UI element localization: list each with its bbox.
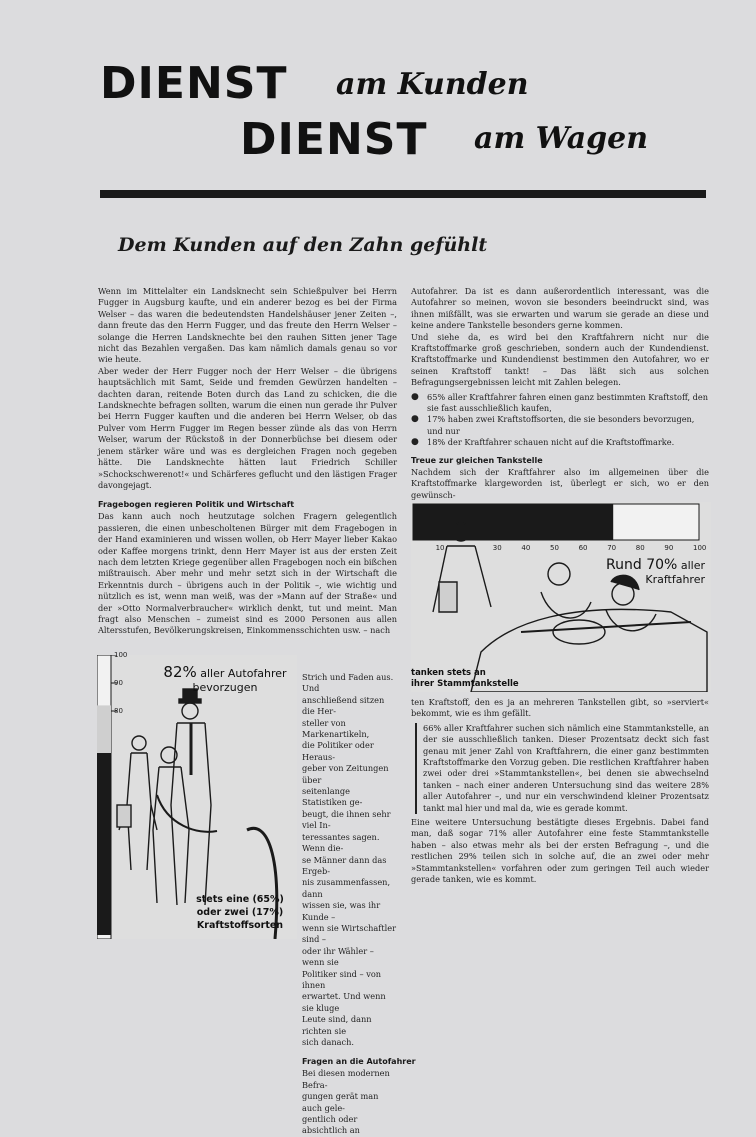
vbar-tick-90: 90 bbox=[114, 679, 123, 687]
text-line: oder ihr Wähler – wenn sie bbox=[302, 945, 374, 968]
caption-stets-eine: stets eine (65%) bbox=[196, 894, 284, 905]
headline-dienst-2: DIENST bbox=[240, 114, 428, 165]
caption-top-left bbox=[155, 665, 295, 695]
hbar-fill-70 bbox=[413, 504, 613, 540]
hbar-tick-label: 60 bbox=[578, 544, 588, 552]
hbar-tick-label: 10 bbox=[435, 544, 445, 552]
hbar-tick-label: 100 bbox=[693, 544, 707, 552]
text-line: Bei diesen modernen Befra- bbox=[302, 1068, 390, 1090]
right-column-top bbox=[411, 286, 709, 501]
caption-bottom-left bbox=[185, 893, 295, 932]
left-column-top bbox=[98, 286, 397, 637]
caption-tanken-stets: tanken stets an bbox=[411, 668, 486, 678]
text-line: nis zusammenfassen, dann bbox=[302, 877, 391, 899]
text-line: Leute sind, dann richten sie bbox=[302, 1014, 372, 1036]
text-line: sich danach. bbox=[302, 1037, 355, 1047]
text-line: gungen gerät man auch gele- bbox=[302, 1091, 379, 1113]
caption-pct-70: Rund 70% bbox=[606, 557, 678, 573]
paragraph-treue: Nachdem sich der Kraftfahrer also im allgemeinen über die Kraftstoffmarke klargeworden ist, überlegt er sich, wo er den gewünsch- bbox=[411, 466, 709, 500]
text-line: teressantes sagen. Wenn die- bbox=[302, 831, 380, 854]
paragraph-fugger: Aber weder der Herr Fugger noch der Herr Welser – die übrigens hauptsächlich mit Samt, Seide und fremden Gewürzen handelten – dachten daran, reitende Boten durch das Land zu schicken, die die Landsknechte befragen sollten, warum die einen nun gerade ihr Pulver bei Herrn Fugger kauften und die anderen bei Herrn Welser, ob das Pulver vom Herrn Fugger im Regen besser zünde als das von Herrn Welser, warum der Rückstoß in der Donnerbüchse bei diesem oder jenem stärker wäre und was es dergleichen Fragen noch gegeben hätte. Die Landsknechte hätten laut Friedrich Schiller »Schockschwerenot!« und Schärferes geflucht und den lästigen Frager davongejagt. bbox=[98, 365, 397, 490]
caption-kraftstoffsorten: Kraftstoffsorten bbox=[196, 920, 284, 931]
article-subtitle: Dem Kunden auf den Zahn gefühlt bbox=[118, 234, 488, 256]
vbar-segment-two-sorts bbox=[97, 705, 111, 753]
paragraph-fragebogen: Das kann auch noch heutzutage solchen Fragern gelegentlich passieren, die einen unbescholtenen Bürger mit dem Fragebogen in der Hand examinieren und wissen wollen, ob Herr Mayer lieber Kakao oder Kaffee morgens trinkt, denn Herr Mayer ist aus der ersten Zeit nach dem letzten Kriege gegenüber allen Fragebogen noch ein bißchen mißtrauisch. Aber mehr und mehr setzt sich in der Wirtschaft die Erkenntnis durch – übrigens auch in der Politik –, wie wichtig und nützlich es ist, wenn man weiß, was der »Mann auf der Straße« und der »Otto Normalverbraucher« wirklich denkt, tut und meint. Man fragt also Menschen – zumeist sind es 2000 Personen aus allen Altersstufen, Bevölkerungskreisen, Einkommensschichten usw. – nach bbox=[98, 511, 397, 636]
stammtankstelle-chart-svg bbox=[411, 502, 711, 692]
quote-box-66 bbox=[415, 723, 709, 814]
text-line: steller von Markenartikeln, bbox=[302, 717, 370, 740]
hbar-tick-label: 40 bbox=[521, 544, 531, 552]
text-line: seitenlange Statistiken ge- bbox=[302, 786, 363, 808]
text-line: geber von Zeitungen über bbox=[302, 763, 389, 785]
section-heading-autofahrer: Fragen an die Autofahrer bbox=[302, 1057, 416, 1067]
narrow-text-block bbox=[302, 672, 397, 1048]
paragraph-intro: Wenn im Mittelalter ein Landsknecht sein Schießpulver bei Herrn Fugger in Augsburg kaufte, und ein anderer bezog es bei der Firma Welser – das waren die bedeutendsten Handelshäuser jener Zeiten –, dann freute das den Herrn Fugger, und das freute den Herrn Welser – solange die Herren Landsknechte bei den rauhen Sitten jener Tage nicht das Bezahlen vergaßen. Das kam nämlich damals genau so vor wie heute. bbox=[98, 286, 397, 365]
bullet-item: ● 18% der Kraftfahrer schauen nicht auf die Kraftstoffmarke. bbox=[411, 437, 675, 448]
headline-script-wagen: am Wagen bbox=[474, 121, 649, 156]
caption-stammtankstelle: ihrer Stammtankstelle bbox=[411, 679, 519, 689]
text-line: erwartet. Und wenn sie kluge bbox=[302, 991, 386, 1013]
illustration-stammtankstelle bbox=[411, 502, 711, 692]
paragraph-serviert: ten Kraftstoff, den es ja an mehreren Tankstellen gibt, so »serviert« bekommt, wie es ihm gefällt. bbox=[411, 697, 709, 719]
caption-oder-zwei: oder zwei (17%) bbox=[196, 907, 284, 918]
vbar-segment-one-sort bbox=[97, 753, 111, 935]
hbar-tick-label: 80 bbox=[635, 544, 645, 552]
caption-tanken bbox=[411, 668, 531, 690]
text-line: beugt, die ihnen sehr viel In- bbox=[302, 808, 391, 831]
paragraph-autofahrer: Autofahrer. Da ist es dann außerordentlich interessant, was die Autofahrer so meinen, wovon sie besonders beeindruckt sind, was ihnen mißfällt, was sie erwarten und warum sie gerade an diese und keine andere Tankstelle besonders gerne kommen. bbox=[411, 286, 709, 331]
illustration-car-scene bbox=[433, 514, 707, 692]
hbar-tick-label: 70 bbox=[607, 544, 617, 552]
hbar-tick-label: 90 bbox=[664, 544, 674, 552]
caption-aller-autofahrer: aller Autofahrer bbox=[196, 667, 287, 680]
right-column-bottom bbox=[411, 697, 709, 886]
text-line: se Männer dann das Ergeb- bbox=[302, 854, 387, 876]
text-line: die Politiker oder Heraus- bbox=[302, 740, 374, 762]
text-line: Strich und Faden aus. Und bbox=[302, 672, 394, 694]
text-line: Politiker sind – von ihnen bbox=[302, 968, 382, 990]
paragraph-71-percent: Eine weitere Untersuchung bestätigte dieses Ergebnis. Dabei fand man, daß sogar 71% aller Autofahrer eine feste Stammtankstelle haben – also etwas mehr als bei der ersten Befragung –, und die restlichen 29% teilen sich in solche auf, die an zwei oder mehr »Stammtankstellen« vorfahren oder zum geringen Teil auch wieder gerade tanken, wie es kommt. bbox=[411, 817, 709, 885]
paragraph-66-percent: 66% aller Kraftfahrer suchen sich nämlich eine Stammtankstelle, an der sie ausschließlich tanken. Dieser Prozentsatz deckt sich fast genau mit jener Zahl von Kraftfahrern, die einer ganz bestimmten Kraftstoffmarke den Vorzug geben. Die restlichen Kraftfahrer haben zwei oder drei »Stammtankstellen«, bei denen sie abwechselnd tanken – nach einer anderen Untersuchung sind das weitere 28% aller Autofahrer –, und nur ein verschwindend kleiner Prozentsatz tankt mal hier und mal da, wie es gerade kommt. bbox=[423, 722, 709, 813]
section-heading-fragebogen: Fragebogen regieren Politik und Wirtschaft bbox=[98, 500, 295, 510]
section-autofahrer-text bbox=[302, 1068, 397, 1136]
hbar-tick-label: 30 bbox=[492, 544, 502, 552]
bullet-item: ● 17% haben zwei Kraftstoffsorten, die sie besonders bevorzugen, und nur bbox=[411, 414, 695, 436]
caption-aller: aller bbox=[677, 559, 705, 572]
text-line: anschließend sitzen die Her- bbox=[302, 694, 385, 717]
bullet-item: ● 65% aller Kraftfahrer fahren einen ganz bestimmten Kraftstoff, den sie fast ausschließlich kaufen, bbox=[411, 391, 709, 414]
illustration-kraftstoff bbox=[97, 651, 297, 939]
caption-pct-82: 82% bbox=[163, 663, 197, 681]
bullet-list bbox=[411, 392, 709, 449]
hbar-tick-label: 50 bbox=[550, 544, 559, 552]
section-heading-treue: Treue zur gleichen Tankstelle bbox=[411, 455, 543, 465]
paragraph-kundendienst: Und siehe da, es wird bei den Kraftfahrern nicht nur die Kraftstoffmarke groß geschrieben, sondern auch der Kundendienst. Kraftstoffmarke und Kundendienst bestimmen den Autofahrer, wo er seinen Kraftstoff tankt! – Das läßt sich aus solchen Befragungsergebnissen leicht mit Zahlen belegen. bbox=[411, 331, 709, 388]
vbar-tick-100: 100 bbox=[114, 651, 128, 659]
headline-dienst-1: DIENST bbox=[100, 58, 288, 109]
text-line: wissen sie, was ihr Kunde – bbox=[302, 900, 381, 922]
vbar-tick-80: 80 bbox=[114, 707, 123, 715]
text-line: gentlich oder absichtlich an bbox=[302, 1114, 360, 1136]
left-column-narrow bbox=[302, 672, 416, 1137]
headline-script-kunden: am Kunden bbox=[336, 67, 529, 102]
text-line: wenn sie Wirtschaftler sind – bbox=[302, 922, 397, 945]
caption-kraftfahrer: Kraftfahrer bbox=[645, 573, 705, 586]
header-rule bbox=[100, 190, 706, 198]
caption-rund-70 bbox=[585, 558, 705, 587]
caption-bevorzugen: bevorzugen bbox=[192, 681, 258, 694]
